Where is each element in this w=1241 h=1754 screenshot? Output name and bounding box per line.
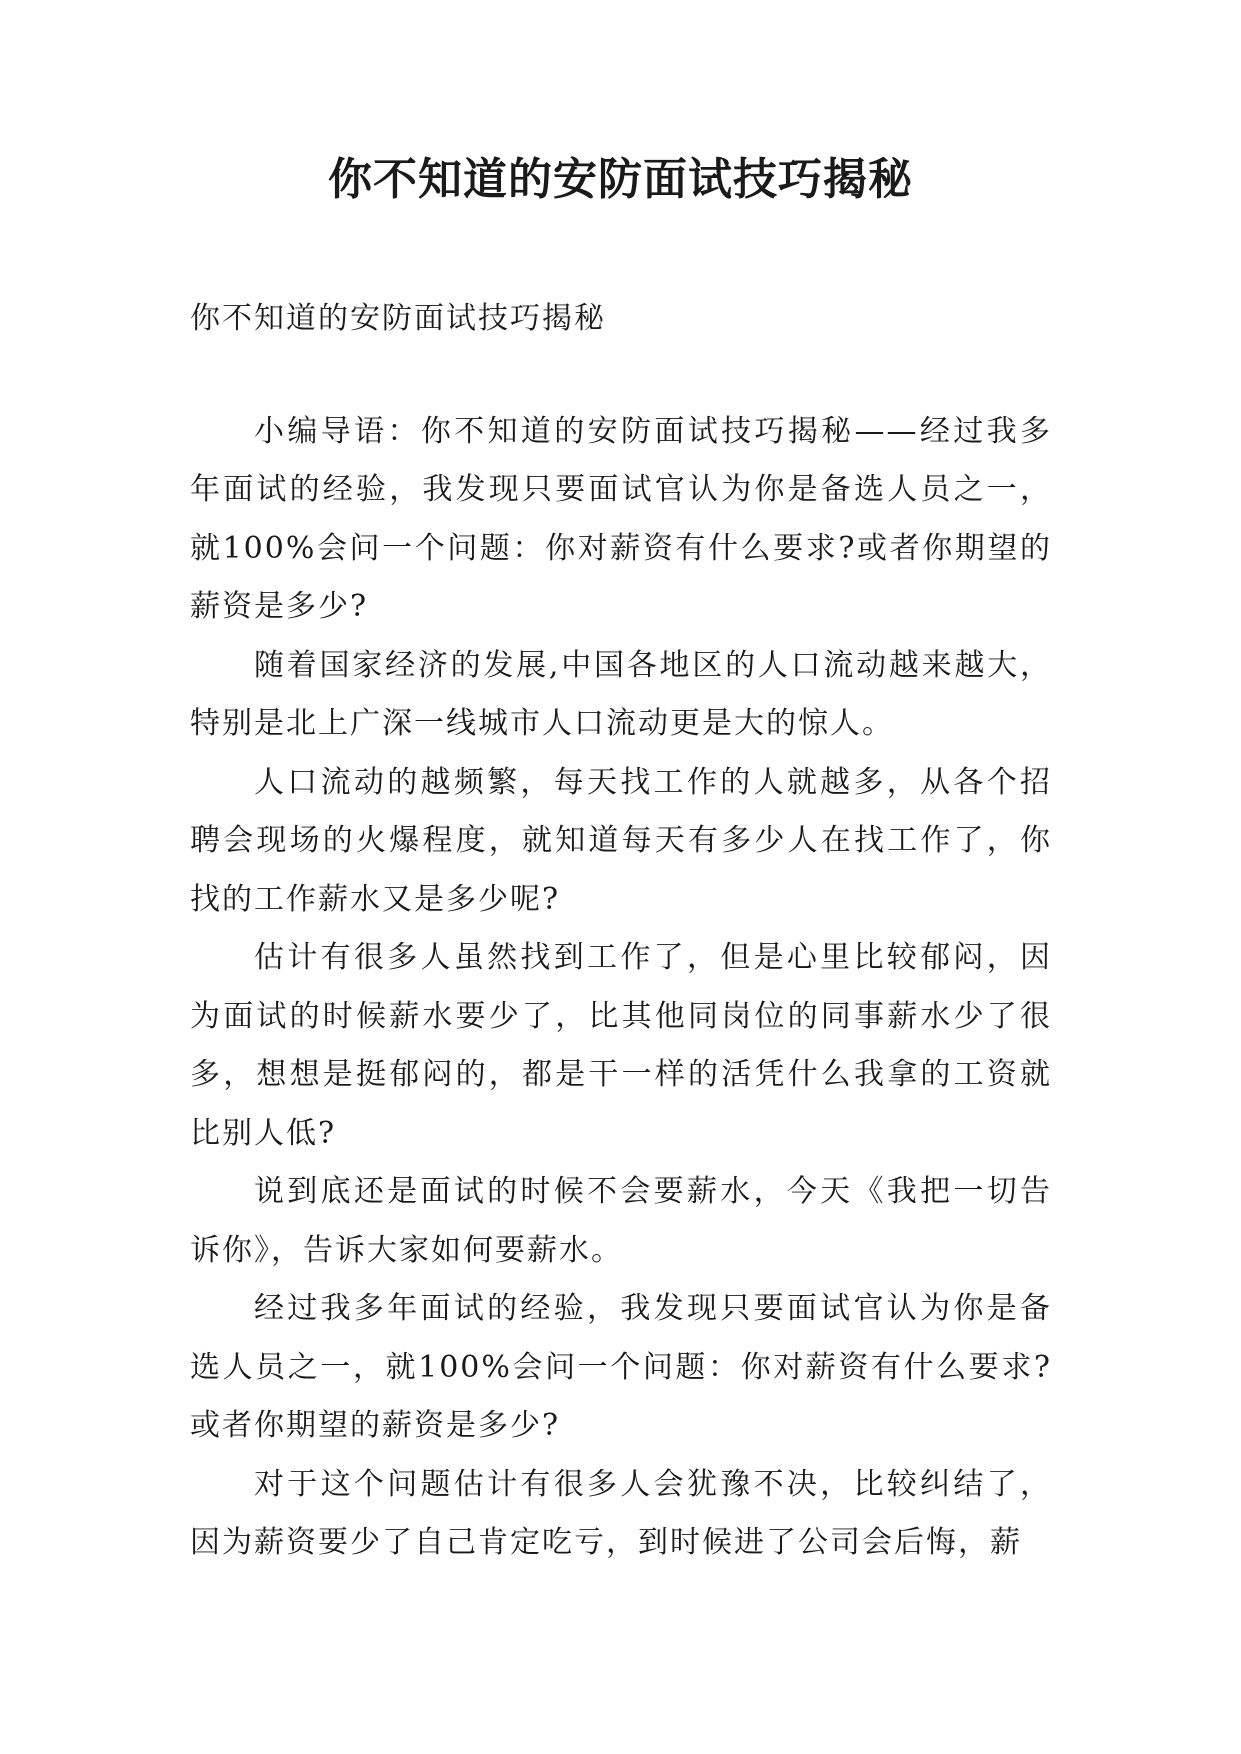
document-title: 你不知道的安防面试技巧揭秘 [328, 154, 913, 205]
paragraph: 小编导语：你不知道的安防面试技巧揭秘——经过我多年面试的经验，我发现只要面试官认为你是备选人员之一，就100%会问一个问题：你对薪资有什么要求?或者你期望的薪资是多少? [190, 413, 1052, 624]
paragraph: 说到底还是面试的时候不会要薪水，今天《我把一切告诉你》，告诉大家如何要薪水。 [190, 1174, 1052, 1268]
document-body [190, 290, 1052, 1573]
paragraph: 估计有很多人虽然找到工作了，但是心里比较郁闷，因为面试的时候薪水要少了，比其他同岗位的同事薪水少了很多，想想是挺郁闷的，都是干一样的活凭什么我拿的工资就比别人低? [190, 940, 1052, 1151]
paragraph: 对于这个问题估计有很多人会犹豫不决，比较纠结了，因为薪资要少了自己肯定吃亏，到时候进了公司会后悔，薪 [190, 1466, 1052, 1560]
paragraph: 经过我多年面试的经验，我发现只要面试官认为你是备选人员之一，就100%会问一个问题：你对薪资有什么要求?或者你期望的薪资是多少? [190, 1291, 1052, 1443]
document-subtitle: 你不知道的安防面试技巧揭秘 [190, 301, 606, 336]
paragraph: 随着国家经济的发展,中国各地区的人口流动越来越大，特别是北上广深一线城市人口流动更是大的惊人。 [190, 647, 1052, 741]
paragraph: 人口流动的越频繁，每天找工作的人就越多，从各个招聘会现场的火爆程度，就知道每天有多少人在找工作了，你找的工作薪水又是多少呢? [190, 764, 1052, 917]
